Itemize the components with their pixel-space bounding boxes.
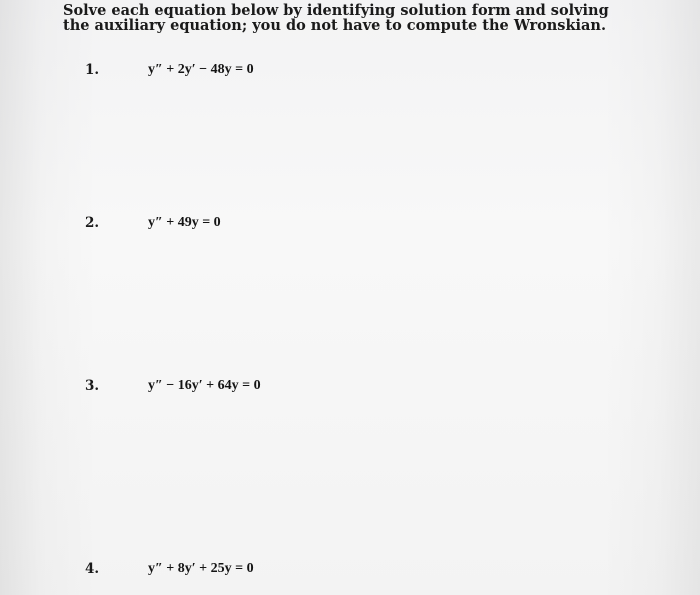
problem-number: 3. — [85, 378, 100, 394]
problem-item — [85, 215, 485, 235]
problem-item — [85, 378, 485, 398]
problem-number: 4. — [85, 561, 100, 577]
problem-number: 2. — [85, 215, 100, 231]
problem-equation: y″ + 2y′ − 48y = 0 — [148, 62, 254, 77]
problem-number: 1. — [85, 62, 100, 78]
instructions-text: Solve each equation below by identifying solution form and solving the auxiliary equation; you do not have to compute the Wronskian. — [63, 2, 609, 34]
problem-equation: y″ + 49y = 0 — [148, 215, 221, 230]
problem-item — [85, 62, 485, 82]
problem-equation: y″ − 16y′ + 64y = 0 — [148, 378, 261, 393]
problem-equation: y″ + 8y′ + 25y = 0 — [148, 561, 254, 576]
problem-item — [85, 561, 485, 581]
